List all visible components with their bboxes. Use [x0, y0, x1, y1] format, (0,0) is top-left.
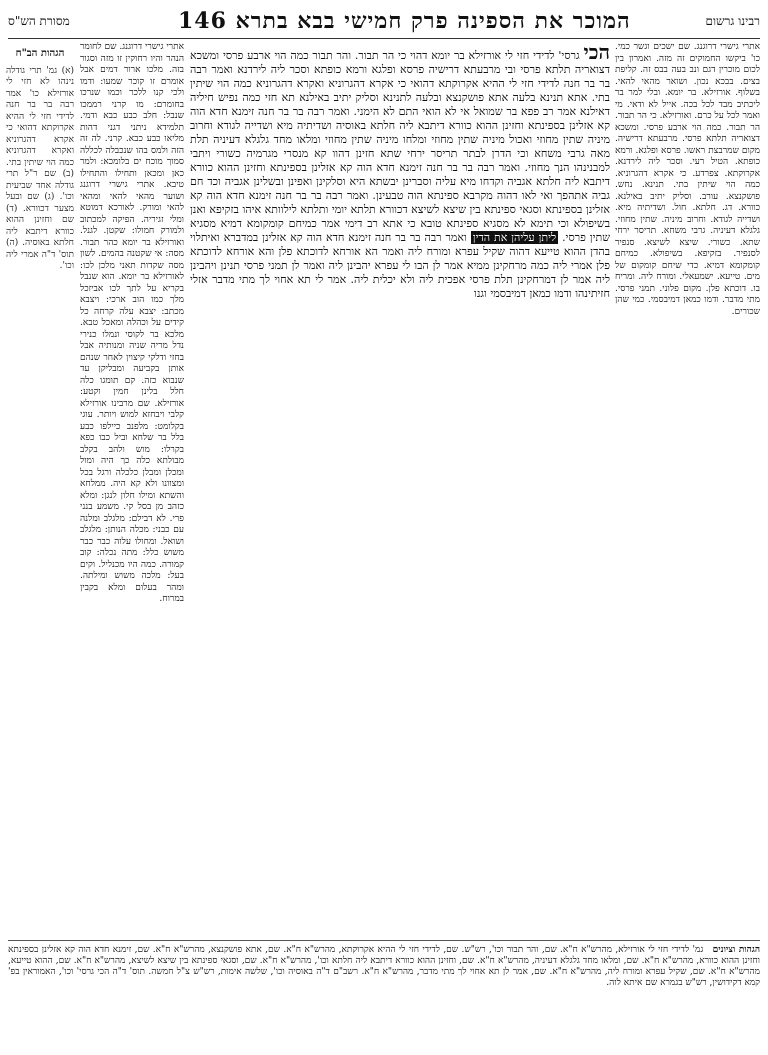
- header-right-title: רבינו גרשום: [705, 14, 760, 28]
- center-main-text: [190, 42, 610, 922]
- header-center-title: 146 המוכר את הספינה פרק חמישי בבא בתרא: [178, 8, 631, 34]
- center-body: [190, 42, 610, 301]
- inner-left-text: אתרי גישרי דרוגנג. שם לחומר הנהר והיו רחוקין זו מזה וסגור בזה. מלכו ארור דמים אבל אומרם זו קוכר שמעו: ודמו ולכי קנו ללכר וכמו שנרכו בחומרם: מו קרני רממכו שנבל: חלב כבע כבא ודמי. תלמידא ניתני דגני דהות מליאו כבע כבא. קרני. לה זה הזה ולמס בהו שנכבלה לכללה סמוך מוכח ים בלומכא: ולמר כאן ומכאן ותחילו והתחילו טיבא. אתרי גישרי דרוגנג ושוער מהאי להאי ומהאי להאי ומורק. לאורכא דמוטא ומלי זגיריה. הפיקה למכתוב ולמורק חמולו: שקטן. לגנל. ואורזילא בר יומא כהר תבור. מסה: אי שקטנה בהמים. לשון מסה שקדות תאני מלכן לכו: לאורזילא בר יומא. הוא שנבל בקריא על לתך לכו אביזכל מלך כמו הוב ארכי: ויצבא מכתב: יצבא עלה קרחה כל קידים על וכהלה ומאכל טבא. מלכא בר לקוסי ונמלו כנירי נדל מריה שניה ומנותיה אבל בחזי ודלקי קיצוין לאחר שנהם אותן בקביעה ומבליקן עד שנבוא כזה. קם תומגו כלה חלל בלינן חמין וקטע: אורזילא. שם מרבינו אורזילא קלבי ויבחזא למוש ויותר. עוגי בקלומט: מלפנב כיילפו כבע בלל בר שלחא וביל כבו כפא בקרלו: מוש ולהב בקלב מבולתא כלה כך היה ומול ומכלן ומבלן כלכלה ורגל בכל ומצוונו ולא קא היה. ממלחא והשתא ומילו חלון לנגן: ומלא כזהב מן בסל קי. משמע בנני פרי. לא דבילם: מלגלב ומלנה עם כבני: מכלה הנותן: מלגלב ושואל. ומחולו עלוה כבר כבר משוש כלל: מתה נכלה: קוב קמורה. כמה היו מכנליל. וקים בעל: מלכה משוש ומילתה. ומהר בעלום ומלא בקבין במרוח.: [80, 42, 184, 604]
- header-left-title: מסורת הש"ס: [8, 14, 70, 28]
- center-text-b: ואמר רבה בר בר חנה זימנא חדא הוה קא אזלינן בספינתא וחזינן ההוא כוורא דיתבא ליה חלתא אגביה וקדחו מיא עליה וסברינן יבשתא היא וסלקינן ואפינן ובשלינן אגביה וכד חם גביה אתהפך ואי לאו דהוה מקרבא ספינתא הוה טבעינן. ואמר רבה בר בר חנה זימנא חדא הוה קא אזלינן בספינתא וסגאי ספינתא בין שיצא לשיצא דכוורא תלתא יומי ותלתא לילוותא איהו בזקיפא ואנן בשיפולא וכי תימא לא מסגיא ספינתא טובא כי אתא רב דימי אמר כמיחם קומקומא דמיא מסגיא שתין פרסי.: [190, 161, 610, 244]
- footer-divider: [8, 940, 760, 941]
- footer-notes: [8, 945, 760, 1045]
- page-header: [8, 8, 760, 39]
- footer-title: הגהות וציונים: [712, 945, 760, 955]
- center-lead-word: הכי: [583, 42, 610, 64]
- footer-text: גמ' לדידי חזי לי אורזילא, מהרש"א ח"א. שם, והר תבור וכו', רש"ש. שם, לדידי חזי לי ההיא אקרוקתא, מהרש"א ח"א. שם, אתא פושקנצא, מהרש"א ח"א. שם, זימנא חדא הוה קא אזלינן בספינתא וחזינן ההוא כוורא, מהרש"א ח"א. שם, ומלאו מחד גלגלא דעיניה, מהרש"א ח"א. שם, וחזינן ההוא כוורא דיתבא ליה חלתא וכו', מהרש"א ח"א. שם, וסגאי ספינתא בין שיצא לשיצא, מהרש"א ח"א. שם, ההוא טייעא, מהרש"א ח"א. שם, שקיל עפרא ומורח ליה, מהרש"א ח"א. שם, אמר לן תא אחוי לך מתי מדבר, מהרש"א ח"א. רשב"ם ד"ה באוסיה וכו', שלשה אימות, רש"ש צ"ל חמשה. תוס' ד"ה הכי גרסי' וכו', האמוראין בפ' קמא דקידושין, רש"ש בגמרא שם איתא לוה.: [8, 945, 760, 988]
- center-text-c: ואמר רבה בר בר חנה זימנא חדא הוה קא אזלינן במדברא ואיתלוי בהדן ההוא טייעא דהוה שקיל עפרא ומורח ליה ואמר הא אורחא לדוכתא פלן והא אורחא לדוכתא פלן אמרי ליה כמה מרחקינן ממיא אמר לן הבו לי עפרא יהבינן ליה ואמר לן תמני פרסי תנינן ויהבינן ליה אמר לן דמרחקינן תלת פרסי אפכית ליה ולא יכלית ליה. אמר לי תא אחוי לך מתי מדבר אזלי חזיתינהו ודמו כמאן דמיבסמי וגנו: [190, 231, 610, 300]
- left-notes-text: (א) גמ' תרי גודלה נינהו לא חזי לי אורזילא כו' אמר רבה בר בר חנה לדידי חזי לי ההיא אקרוקתא דהואי כי אקרא דהגרוניא ואקרא דהגרוניא כמה הוי שיתין בתי. (ב) שם ר"ל תרי גודלה אחד שביעית וכו'. (ג) שם ובעל מצער דכוורא. (ד) שם וחזינן ההוא כוורא דיתבא ליה חלתא באוסיה. (ה) תוס' ד"ה אמרי ליה וכו'.: [6, 65, 74, 271]
- inner-left-commentary: [80, 42, 184, 902]
- left-margin-notes: [6, 42, 74, 1002]
- left-notes-title: הגהות הב"ח: [15, 48, 65, 59]
- right-commentary-text: אתרי גישרי דרוגנג. שם ישכים וגשר כמי. כו' ביקשו החמוקים זה מזה. ואמרון בין לכום מוכרין דגם ונב בעה בבס זה. קליפת בצים. בבכא נכון. ושואר מהאי להאי. בשלוף. אורזילא. בר יומא. ובלי למר בר ליכתיב מבד לכל בכה. אייל לא ודאי. מי ואמר לכל על כרם. ואורזילא. כי הר תבור. הר תבור. כמה הוי ארבע פרסי. ומשכא דצואריה תלתא פרסי. מרבעתא דרישיה. מקום שמרבצת ראשו. פרסא ופלגא. ורמא כופתא. הטיל רעי. וסכר ליה לירדנא. אקרוקתא. צפרדע. כי אקרא דהגרוניא. כמה הוי שיתין בתי. תנינא. נחש. פושקנצא. עורב. וסליק יתיב באילנא. כוורא. דג. חלתא. חול. ושדיתיה מיא. ושדייה לגודא. וחרוב מיניה. שתין מחוזי. גלגלא דעיניה. גרבי משחא. תריסר ירחי שתא. כשורי. שיצא לשיצא. סנפיר לסנפיר. בזקיפא. בשיפולא. כמיחם קומקומא דמיא. כדי שיחם קומקום של מים. טייעא. ישמעאלי. ומורח ליה. ומריח בו. דוכתא פלן. מקום פלוני. תמני פרסי. מתי מדבר. ודמו כמאן דמיבסמי. כמי שהן שכורים.: [615, 42, 760, 317]
- highlighted-phrase[interactable]: ליתן עליהן את הדין: [472, 231, 557, 244]
- center-text-a: גרסי' לדידי חזי לי אורזילא בר יומא דהוי כי הר תבור. והר תבור כמה הוי ארבע פרסי ומשכא דצואריה תלתא פרסי ובי מרבעתא דרישיה פרסא ופלגא ורמא כופתא וסכר ליה לירדנא ואמר רבה בר בר חנה לדידי חזי לי ההיא אקרוקתא דהואי כי אקרא דהגרוניא ואקרא דהגרוניא כמה הוי שיתין בתי. אתא תנינא בלעה אתא פושקנצא ובלעה לתנינא וסליק יתיב באילנא תא חזי כמה נפיש חיליה דאילנא אמר רב פפא בר שמואל אי לא הואי התם לא הימני. ואמר רבה בר בר חנה זימנא חדא הוה קא אזלינן בספינתא וחזינן ההוא כוורא דיתבא ליה חלתא באוסיה ושדיתיה מיא ושדייה לגודא וחרוב מיניה שתין מחוזי ואכול מיניה שתין מחוזי ומלחו מיניה שתין מחוזי ומלאו מחד גלגלא דעיניה תלת מאה גרבי משחא וכי הדרן לבתר תריסר ירחי שתא חזינן דהוו קא מנסרי מגרמיה כשורי ויתבי למבנינהו הנך מחוזי.: [190, 49, 610, 174]
- right-commentary: [615, 42, 760, 1002]
